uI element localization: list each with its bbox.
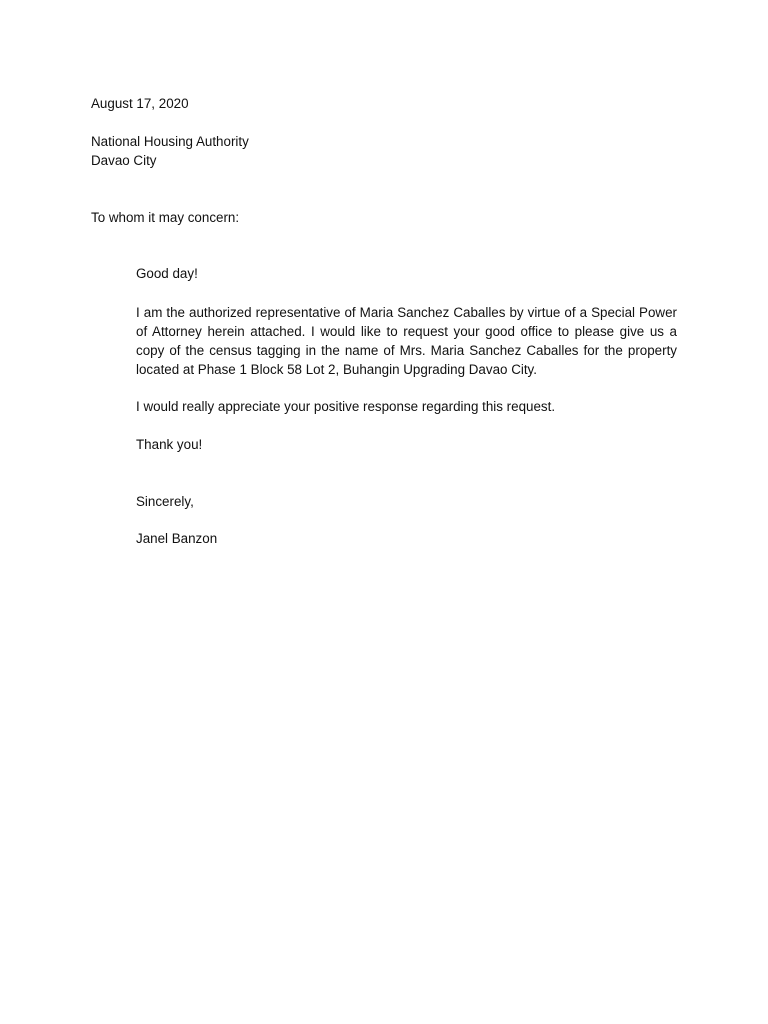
- body-paragraph-appreciation: I would really appreciate your positive response regarding this request.: [136, 399, 556, 414]
- letter-date: August 17, 2020: [91, 96, 189, 111]
- salutation: To whom it may concern:: [91, 210, 240, 225]
- thanks-line: Thank you!: [136, 437, 203, 452]
- recipient-organization: National Housing Authority: [91, 134, 249, 149]
- greeting: Good day!: [136, 266, 198, 281]
- signature-name: Janel Banzon: [136, 531, 218, 546]
- body-paragraph-request: I am the authorized representative of Maria Sanchez Caballes by virtue of a Special Power of Attorney herein attached. I would like to request your good office to please give us a copy of the census tagging in the name of Mrs. Maria Sanchez Caballes for the property located at Phase 1 Block 58 Lot 2, Buhangin Upgrading Davao City.: [136, 305, 677, 377]
- recipient-city: Davao City: [91, 153, 157, 168]
- closing: Sincerely,: [136, 494, 194, 509]
